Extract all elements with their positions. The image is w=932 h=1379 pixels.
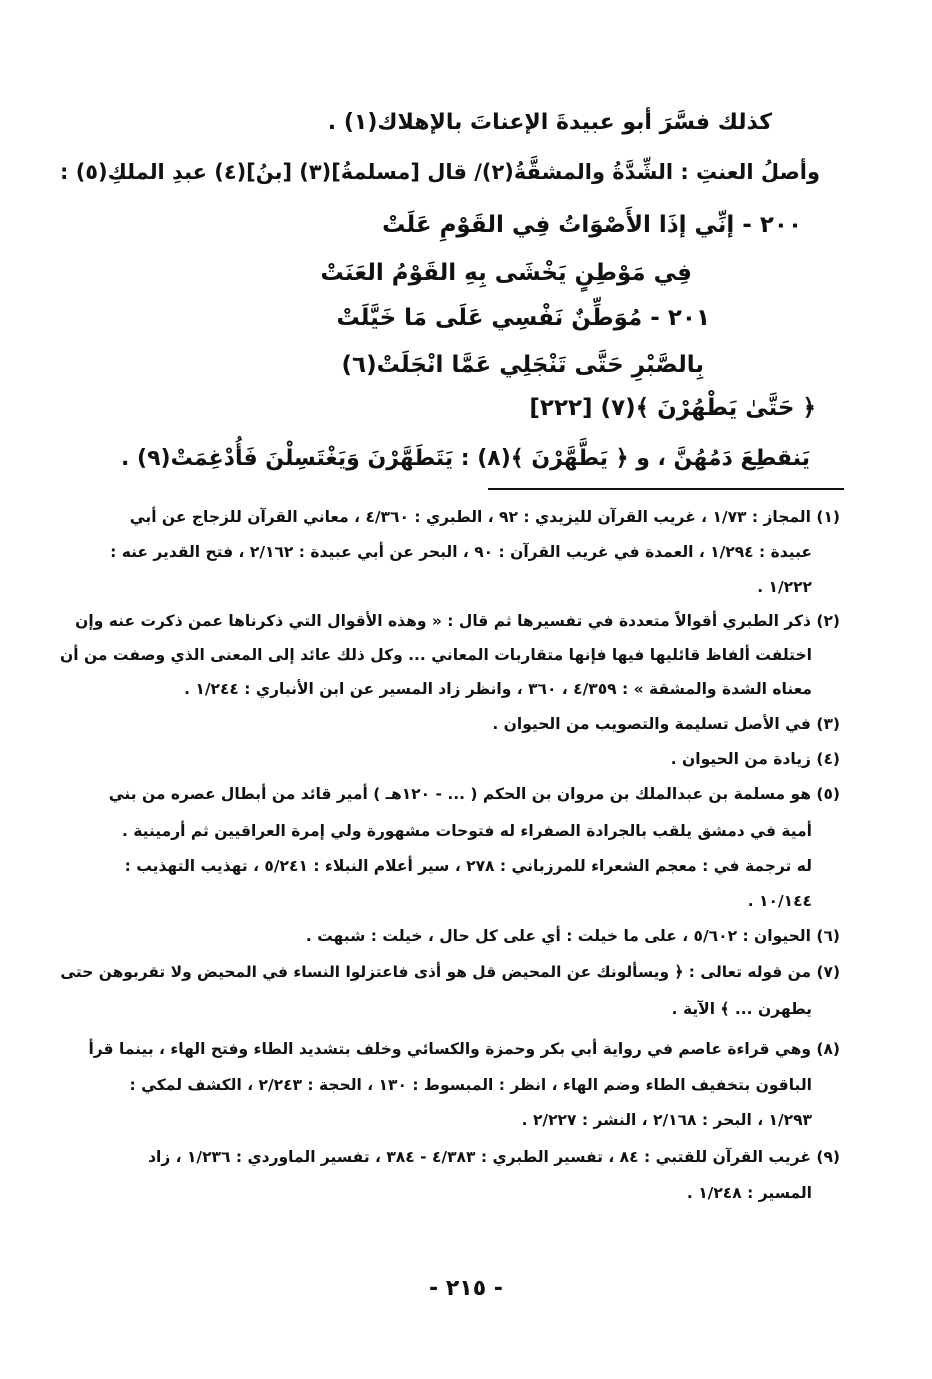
footnote-line: أمية في دمشق يلقب بالجرادة الصفراء له فتوحات مشهورة ولي إمرة العراقيين ثم أرمينية . <box>121 822 812 840</box>
footnote-separator <box>488 488 844 490</box>
verse-201-first-hemistich: ٢٠١ - مُوَطِّنٌ نَفْسِي عَلَى مَا خَيَّلَتْ <box>336 305 710 331</box>
verse-200-first-hemistich: ٢٠٠ - إنِّي إذَا الأَصْوَاتُ فِي القَوْمِ عَلَتْ <box>382 212 802 238</box>
footnote-line: (٦) الحيوان : ٥/٦٠٢ ، على ما خيلت : أي على كل حال ، خيلت : شبهت . <box>305 927 840 945</box>
footnote-line: ١/٢٩٣ ، البحر : ٢/١٦٨ ، النشر : ٢/٢٢٧ . <box>521 1111 812 1129</box>
quran-reference: ﴿ حَتَّىٰ يَطْهُرْنَ ﴾(٧) [٢٢٢] <box>529 395 816 421</box>
footnote-line: معناه الشدة والمشقة » : ٤/٣٥٩ ، ٣٦٠ ، وانظر زاد المسير عن ابن الأنباري : ١/٢٤٤ . <box>184 680 812 698</box>
footnote-line: (٤) زيادة من الحيوان . <box>670 750 840 768</box>
footnote-line: عبيدة : ١/٢٩٤ ، العمدة في غريب القرآن : ٩٠ ، البحر عن أبي عبيدة : ٢/١٦٢ ، فتح القدير عنه : <box>110 543 812 561</box>
verse-200-second-hemistich: فِي مَوْطِنٍ يَخْشَى بِهِ القَوْمُ العَنَتْ <box>320 260 692 286</box>
footnote-line: الباقون بتخفيف الطاء وضم الهاء ، انظر : المبسوط : ١٣٠ ، الحجة : ٢/٢٤٣ ، الكشف لمكي : <box>129 1076 812 1094</box>
footnote-line: يطهرن ... ﴾ الآية . <box>671 1000 812 1018</box>
page-number: - ٢١٥ - <box>429 1276 503 1301</box>
footnote-line: المسير : ١/٢٤٨ . <box>686 1184 812 1202</box>
footnote-line: (٧) من قوله تعالى : ﴿ ويسألونك عن المحيض قل هو أذى فاعتزلوا النساء في المحيض ولا تقربوهن حتى <box>60 963 840 981</box>
text-line-2: وأصلُ العنتِ : الشِّدَّةُ والمشقَّةُ(٢)/ قال [مسلمةُ](٣) [بنُ](٤) عبدِ الملكِ(٥) : <box>60 160 820 184</box>
footnote-line: (٩) غريب القرآن للقتبي : ٨٤ ، تفسير الطبري : ٤/٣٨٣ - ٣٨٤ ، تفسير الماوردي : ١/٢٣٦ ، زاد <box>148 1148 840 1166</box>
footnote-line: (٢) ذكر الطبري أقوالاً متعددة في تفسيرها ثم قال : « وهذه الأقوال التي ذكرناها عمن ذكرت عنه وإن <box>75 612 840 630</box>
footnote-line: (٨) وهي قراءة عاصم في رواية أبي بكر وحمزة والكسائي وخلف بتشديد الطاء وفتح الهاء ، بينما قرأ <box>88 1040 840 1058</box>
footnote-line: (٣) في الأصل تسليمة والتصويب من الحيوان . <box>492 715 840 733</box>
text-line-1: كذلك فسَّرَ أبو عبيدةَ الإعناتَ بالإهلاك(١) . <box>327 110 772 135</box>
text-line-last: يَنقطِعَ دَمُهُنَّ ، و ﴿ يَطَّهَّرْنَ ﴾(٨) : يَتَطَهَّرْنَ وَيَغْتَسِلْنَ فَأُدْغِمَتْ(٩) . <box>121 446 810 471</box>
verse-201-second-hemistich: بِالصَّبْرِ حَتَّى تَنْجَلِي عَمَّا انْجَلَتْ(٦) <box>341 352 704 378</box>
footnote-line: ١/٢٢٢ . <box>757 578 812 596</box>
footnote-line: (٥) هو مسلمة بن عبدالملك بن مروان بن الحكم ( ... - ١٢٠هـ ) أمير قائد من أبطال عصره من بني <box>108 785 840 803</box>
footnote-line: ١٠/١٤٤ . <box>747 892 812 910</box>
footnote-line: له ترجمة في : معجم الشعراء للمرزباني : ٢٧٨ ، سير أعلام النبلاء : ٥/٢٤١ ، تهذيب التهذيب : <box>124 857 812 875</box>
footnote-line: (١) المجاز : ١/٧٣ ، غريب القرآن لليزيدي : ٩٢ ، الطبري : ٤/٣٦٠ ، معاني القرآن للزجاج عن أبي <box>129 508 840 526</box>
footnote-line: اختلفت ألفاظ قائليها فيها فإنها متقاربات المعاني ... وكل ذلك عائد إلى المعنى الذي وصفت من أن <box>60 646 812 664</box>
